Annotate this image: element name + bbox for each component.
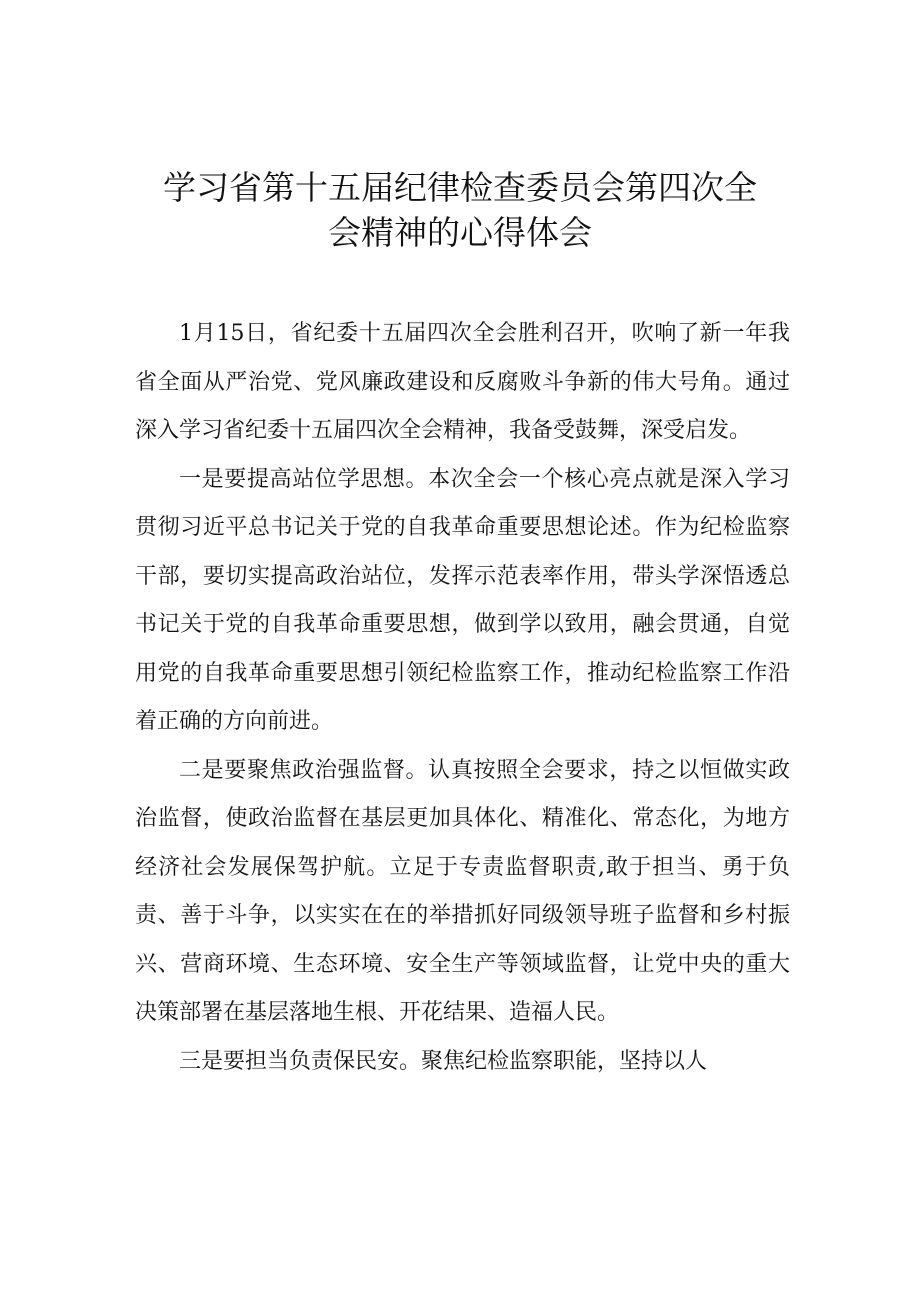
document-title [110,165,810,255]
title-line-1: 学习省第十五届纪律检查委员会第四次全 [163,168,757,207]
paragraph-point-2: 二是要聚焦政治强监督。认真按照全会要求，持之以恒做实政治监督，使政治监督在基层更加具体化、精准化、常态化，为地方经济社会发展保驾护航。立足于专责监督职责,敢于担当、勇于负责、善于斗争，以实实在在的举措抓好同级领导班子监督和乡村振兴、营商环境、生态环境、安全生产等领域监督，让党中央的重大决策部署在基层落地生根、开花结果、造福人民。 [135,757,790,1025]
paragraph-intro: 1月15日，省纪委十五届四次全会胜利召开，吹响了新一年我省全面从严治党、党风廉政建设和反腐败斗争新的伟大号角。通过深入学习省纪委十五届四次全会精神，我备受鼓舞，深受启发。 [135,321,790,443]
title-line-2: 会精神的心得体会 [328,213,592,252]
document-body [135,310,790,1086]
paragraph-point-3: 三是要担当负责保民安。聚焦纪检监察职能，坚持以人 [179,1048,708,1074]
paragraph-point-1: 一是要提高站位学思想。本次全会一个核心亮点就是深入学习贯彻习近平总书记关于党的自我革命重要思想论述。作为纪检监察干部，要切实提高政治站位，发挥示范表率作用，带头学深悟透总书记关于党的自我革命重要思想，做到学以致用，融会贯通，自觉用党的自我革命重要思想引领纪检监察工作，推动纪检监察工作沿着正确的方向前进。 [135,466,790,734]
